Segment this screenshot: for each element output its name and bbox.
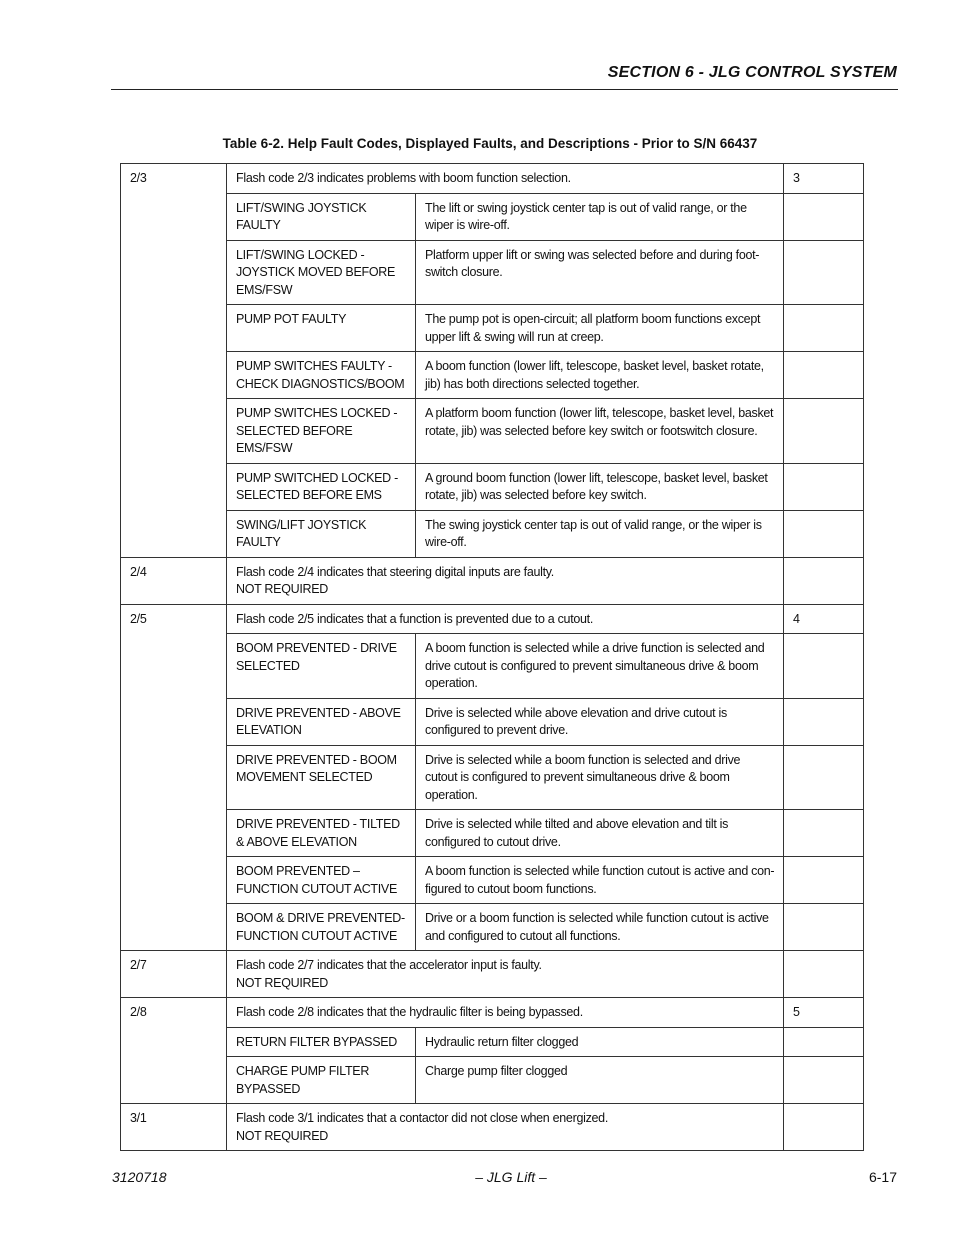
fault-name-cell: SWING/LIFT JOYSTICK FAULTY (227, 510, 416, 557)
check-reference-cell (784, 951, 864, 998)
flash-code-cell: 2/8 (121, 998, 227, 1104)
header-divider (111, 89, 898, 90)
check-reference-cell (784, 557, 864, 604)
check-reference-cell: 4 (784, 604, 864, 634)
fault-name-cell: CHARGE PUMP FILTER BYPASSED (227, 1057, 416, 1104)
flash-code-summary: Flash code 2/7 indicates that the accelerator input is faulty. NOT REQUIRED (227, 951, 784, 998)
fault-row (121, 904, 864, 951)
check-reference-cell (784, 857, 864, 904)
fault-row (121, 399, 864, 464)
check-reference-cell (784, 810, 864, 857)
fault-description-cell: The pump pot is open-circuit; all platform boom functions except upper lift & swing will run at creep. (416, 305, 784, 352)
flash-code-cell: 2/7 (121, 951, 227, 998)
fault-row (121, 193, 864, 240)
table-title: Table 6-2. Help Fault Codes, Displayed Faults, and Descriptions - Prior to S/N 66437 (222, 136, 758, 151)
fault-table-body (121, 164, 864, 1151)
fault-description-cell: A boom function is selected while function cutout is active and con-figured to cutout boom functions. (416, 857, 784, 904)
fault-row (121, 352, 864, 399)
fault-row (121, 810, 864, 857)
page-number: 6-17 (868, 1169, 897, 1185)
fault-name-cell: DRIVE PREVENTED - ABOVE ELEVATION (227, 698, 416, 745)
check-reference-cell (784, 305, 864, 352)
fault-row (121, 857, 864, 904)
fault-description-cell: Drive or a boom function is selected while function cutout is active and configured to cutout all functions. (416, 904, 784, 951)
fault-codes-table (120, 163, 864, 1151)
flash-code-cell: 3/1 (121, 1104, 227, 1151)
flash-code-summary: Flash code 3/1 indicates that a contactor did not close when energized. NOT REQUIRED (227, 1104, 784, 1151)
fault-description-cell: Hydraulic return filter clogged (416, 1027, 784, 1057)
flash-code-row (121, 604, 864, 634)
fault-name-cell: RETURN FILTER BYPASSED (227, 1027, 416, 1057)
flash-code-summary: Flash code 2/8 indicates that the hydraulic filter is being bypassed. (227, 998, 784, 1028)
flash-code-row (121, 164, 864, 194)
fault-name-cell: LIFT/SWING LOCKED - JOYSTICK MOVED BEFORE EMS/FSW (227, 240, 416, 305)
fault-row (121, 305, 864, 352)
check-reference-cell (784, 240, 864, 305)
check-reference-cell (784, 1057, 864, 1104)
check-reference-cell (784, 463, 864, 510)
flash-code-row (121, 998, 864, 1028)
check-reference-cell (784, 399, 864, 464)
fault-name-cell: PUMP SWITCHES FAULTY - CHECK DIAGNOSTICS/BOOM (227, 352, 416, 399)
fault-row (121, 1057, 864, 1104)
fault-row (121, 1027, 864, 1057)
fault-name-cell: BOOM PREVENTED - DRIVE SELECTED (227, 634, 416, 699)
fault-description-cell: A boom function (lower lift, telescope, basket level, basket rotate, jib) has both directions selected together. (416, 352, 784, 399)
fault-name-cell: LIFT/SWING JOYSTICK FAULTY (227, 193, 416, 240)
flash-code-cell: 2/4 (121, 557, 227, 604)
check-reference-cell (784, 634, 864, 699)
fault-name-cell: BOOM PREVENTED – FUNCTION CUTOUT ACTIVE (227, 857, 416, 904)
fault-name-cell: BOOM & DRIVE PREVENTED- FUNCTION CUTOUT ACTIVE (227, 904, 416, 951)
fault-name-cell: DRIVE PREVENTED - BOOM MOVEMENT SELECTED (227, 745, 416, 810)
fault-name-cell: DRIVE PREVENTED - TILTED & ABOVE ELEVATION (227, 810, 416, 857)
fault-description-cell: Drive is selected while a boom function is selected and drive cutout is configured to prevent simultaneous drive & boom operation. (416, 745, 784, 810)
fault-description-cell: The swing joystick center tap is out of valid range, or the wiper is wire-off. (416, 510, 784, 557)
check-reference-cell: 3 (784, 164, 864, 194)
fault-name-cell: PUMP POT FAULTY (227, 305, 416, 352)
check-reference-cell (784, 745, 864, 810)
fault-description-cell: Charge pump filter clogged (416, 1057, 784, 1104)
fault-description-cell: A boom function is selected while a drive function is selected and drive cutout is configured to prevent simultaneous drive & boom operation. (416, 634, 784, 699)
check-reference-cell (784, 510, 864, 557)
fault-row (121, 463, 864, 510)
doc-number: 3120718 (112, 1169, 167, 1185)
check-reference-cell (784, 1104, 864, 1151)
fault-description-cell: Drive is selected while tilted and above elevation and tilt is configured to cutout drive. (416, 810, 784, 857)
fault-row (121, 240, 864, 305)
fault-row (121, 698, 864, 745)
fault-row (121, 745, 864, 810)
check-reference-cell (784, 1027, 864, 1057)
fault-description-cell: Drive is selected while above elevation and drive cutout is configured to prevent drive. (416, 698, 784, 745)
fault-description-cell: The lift or swing joystick center tap is out of valid range, or the wiper is wire-off. (416, 193, 784, 240)
fault-name-cell: PUMP SWITCHES LOCKED - SELECTED BEFORE EMS/FSW (227, 399, 416, 464)
flash-code-cell: 2/5 (121, 604, 227, 951)
flash-code-row (121, 951, 864, 998)
section-title: SECTION 6 - JLG CONTROL SYSTEM (607, 64, 897, 81)
check-reference-cell (784, 698, 864, 745)
fault-row (121, 510, 864, 557)
flash-code-summary: Flash code 2/5 indicates that a function is prevented due to a cutout. (227, 604, 784, 634)
flash-code-summary: Flash code 2/3 indicates problems with boom function selection. (227, 164, 784, 194)
fault-name-cell: PUMP SWITCHED LOCKED - SELECTED BEFORE EMS (227, 463, 416, 510)
footer-brand: – JLG Lift – (475, 1169, 547, 1185)
fault-description-cell: A ground boom function (lower lift, telescope, basket level, basket rotate, jib) was selected before key switch. (416, 463, 784, 510)
check-reference-cell (784, 352, 864, 399)
flash-code-row (121, 557, 864, 604)
check-reference-cell: 5 (784, 998, 864, 1028)
flash-code-cell: 2/3 (121, 164, 227, 558)
fault-description-cell: A platform boom function (lower lift, telescope, basket level, basket rotate, jib) was selected before key switch or footswitch closure. (416, 399, 784, 464)
fault-row (121, 634, 864, 699)
fault-description-cell: Platform upper lift or swing was selected before and during foot-switch closure. (416, 240, 784, 305)
check-reference-cell (784, 904, 864, 951)
flash-code-row (121, 1104, 864, 1151)
check-reference-cell (784, 193, 864, 240)
flash-code-summary: Flash code 2/4 indicates that steering digital inputs are faulty. NOT REQUIRED (227, 557, 784, 604)
